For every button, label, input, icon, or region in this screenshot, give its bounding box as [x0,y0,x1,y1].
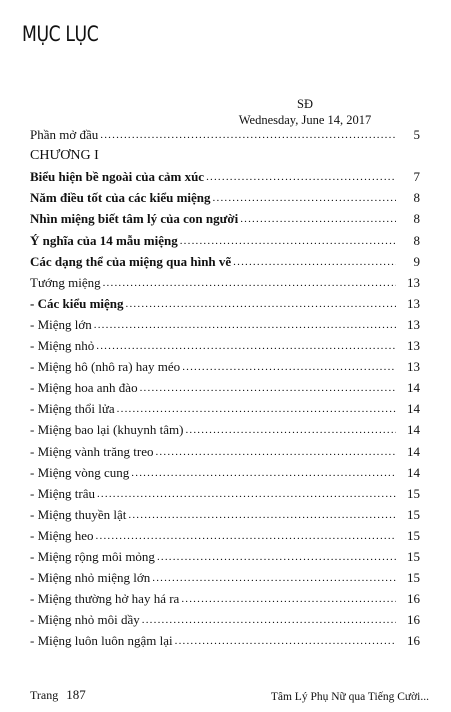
toc-entry-title: - Miệng lớn [30,316,92,332]
toc-leader-dots [97,488,396,502]
toc-leader-dots [182,361,396,375]
toc-entry[interactable] [30,122,420,143]
toc-entry[interactable] [30,586,420,607]
toc-leader-dots [96,340,396,354]
toc-leader-dots [180,235,396,249]
stamp-code: SĐ [297,97,313,111]
toc-entry-page: 13 [407,338,420,354]
toc-leader-dots [157,551,396,565]
toc-entry-title: Biểu hiện bề ngoài của cảm xúc [30,169,205,185]
toc-entry-page: 9 [413,253,420,269]
toc-entry[interactable] [30,206,420,227]
toc-entry[interactable] [30,502,420,523]
toc-entry-page: 13 [407,295,420,311]
toc-entry[interactable] [30,164,420,185]
toc-entry-page: 13 [407,359,420,375]
toc-entry-page: 14 [407,401,420,417]
toc-entry[interactable] [30,481,420,502]
toc-entry-page: 15 [407,506,420,522]
toc-entry[interactable] [30,375,420,396]
toc-leader-dots [152,572,396,586]
toc-leader-dots [140,382,396,396]
toc-entry-title: Nhìn miệng biết tâm lý của con người [30,211,239,227]
toc-entry[interactable] [30,628,420,649]
toc-entry-page: 13 [407,316,420,332]
page-title: MỤC LỤC [22,22,99,46]
footer-book-title: Tâm Lý Phụ Nữ qua Tiếng Cười... [270,691,429,703]
table-of-contents [30,122,420,649]
toc-leader-dots [185,424,396,438]
toc-entry-title: - Miệng vành trăng treo [30,443,154,459]
toc-entry-title: - Các kiểu miệng [30,295,124,311]
toc-leader-dots [96,530,396,544]
toc-leader-dots [155,446,396,460]
toc-entry-title: - Miệng thổi lửa [30,401,115,417]
toc-entry-page: 15 [407,570,420,586]
toc-entry-page: 13 [407,274,420,290]
toc-leader-dots [94,319,396,333]
toc-entry-page: 14 [407,443,420,459]
toc-entry-title: - Miệng thuyền lật [30,506,127,522]
toc-entry-title: - Miệng bao lại (khuynh tâm) [30,422,184,438]
toc-leader-dots [206,171,396,185]
toc-entry[interactable] [30,249,420,270]
toc-entry[interactable] [30,185,420,206]
toc-entry-title: Tướng miệng [30,274,101,290]
footer-page-number: 187 [66,687,86,702]
toc-entry[interactable] [30,607,420,628]
toc-entry-title: - Miệng heo [30,527,94,543]
toc-entry-page: 15 [407,548,420,564]
toc-entry-page: 8 [413,190,420,206]
toc-entry-title: Các dạng thể của miệng qua hình vẽ [30,253,232,269]
toc-entry-page: 14 [407,464,420,480]
toc-entry[interactable] [30,227,420,248]
toc-entry-title: - Miệng nhỏ miệng lớn [30,570,151,586]
toc-entry-page: 5 [413,127,420,143]
toc-leader-dots [142,614,396,628]
toc-entry-title: Năm điều tốt của các kiểu miệng [30,190,211,206]
toc-leader-dots [181,593,396,607]
toc-entry-title: - Miệng nhỏ [30,338,95,354]
toc-leader-dots [100,129,396,143]
toc-entry-page: 14 [407,422,420,438]
toc-entry[interactable] [30,354,420,375]
toc-leader-dots [117,403,396,417]
toc-leader-dots [233,256,396,270]
toc-entry-page: 8 [413,211,420,227]
toc-entry[interactable] [30,396,420,417]
chapter-heading: CHƯƠNG I [30,148,99,164]
toc-leader-dots [213,192,396,206]
toc-entry-title: - Miệng hoa anh đào [30,380,138,396]
page-footer [0,683,451,703]
toc-entry-title: - Miệng nhỏ môi dầy [30,612,140,628]
toc-entry-page: 16 [407,612,420,628]
toc-leader-dots [126,298,396,312]
toc-entry-title: - Miệng thường hở hay há ra [30,591,180,607]
toc-entry-title: Phần mở đầu [30,127,99,143]
toc-entry-page: 8 [413,232,420,248]
toc-entry[interactable] [30,312,420,333]
toc-entry-title: - Miệng luôn luôn ngậm lại [30,633,173,649]
toc-leader-dots [103,277,396,291]
footer-page-info [30,687,86,703]
toc-entry[interactable] [30,523,420,544]
toc-entry-title: - Miệng rộng môi mỏng [30,548,155,564]
toc-entry[interactable] [30,333,420,354]
toc-entry-page: 15 [407,527,420,543]
stamp-date: Wednesday, June 14, 2017 [238,113,372,127]
toc-entry-title: - Miệng vòng cung [30,464,130,480]
toc-entry-page: 15 [407,485,420,501]
toc-entry[interactable] [30,417,420,438]
toc-entry[interactable] [30,544,420,565]
toc-entry[interactable] [30,270,420,291]
toc-entry-page: 7 [413,169,420,185]
toc-leader-dots [131,467,396,481]
toc-leader-dots [175,635,396,649]
toc-entry-page: 16 [407,633,420,649]
toc-entry-title: Ý nghĩa của 14 mẫu miệng [30,232,178,248]
toc-entry[interactable] [30,291,420,312]
toc-entry[interactable] [30,438,420,459]
toc-entry-title: - Miệng trâu [30,485,95,501]
toc-entry[interactable] [30,460,420,481]
toc-entry-title: - Miệng hô (nhô ra) hay méo [30,359,181,375]
toc-entry-page: 14 [407,380,420,396]
toc-entry-page: 16 [407,591,420,607]
toc-entry[interactable] [30,565,420,586]
toc-leader-dots [128,509,396,523]
toc-leader-dots [240,213,396,227]
footer-page-label: Trang [30,688,59,702]
